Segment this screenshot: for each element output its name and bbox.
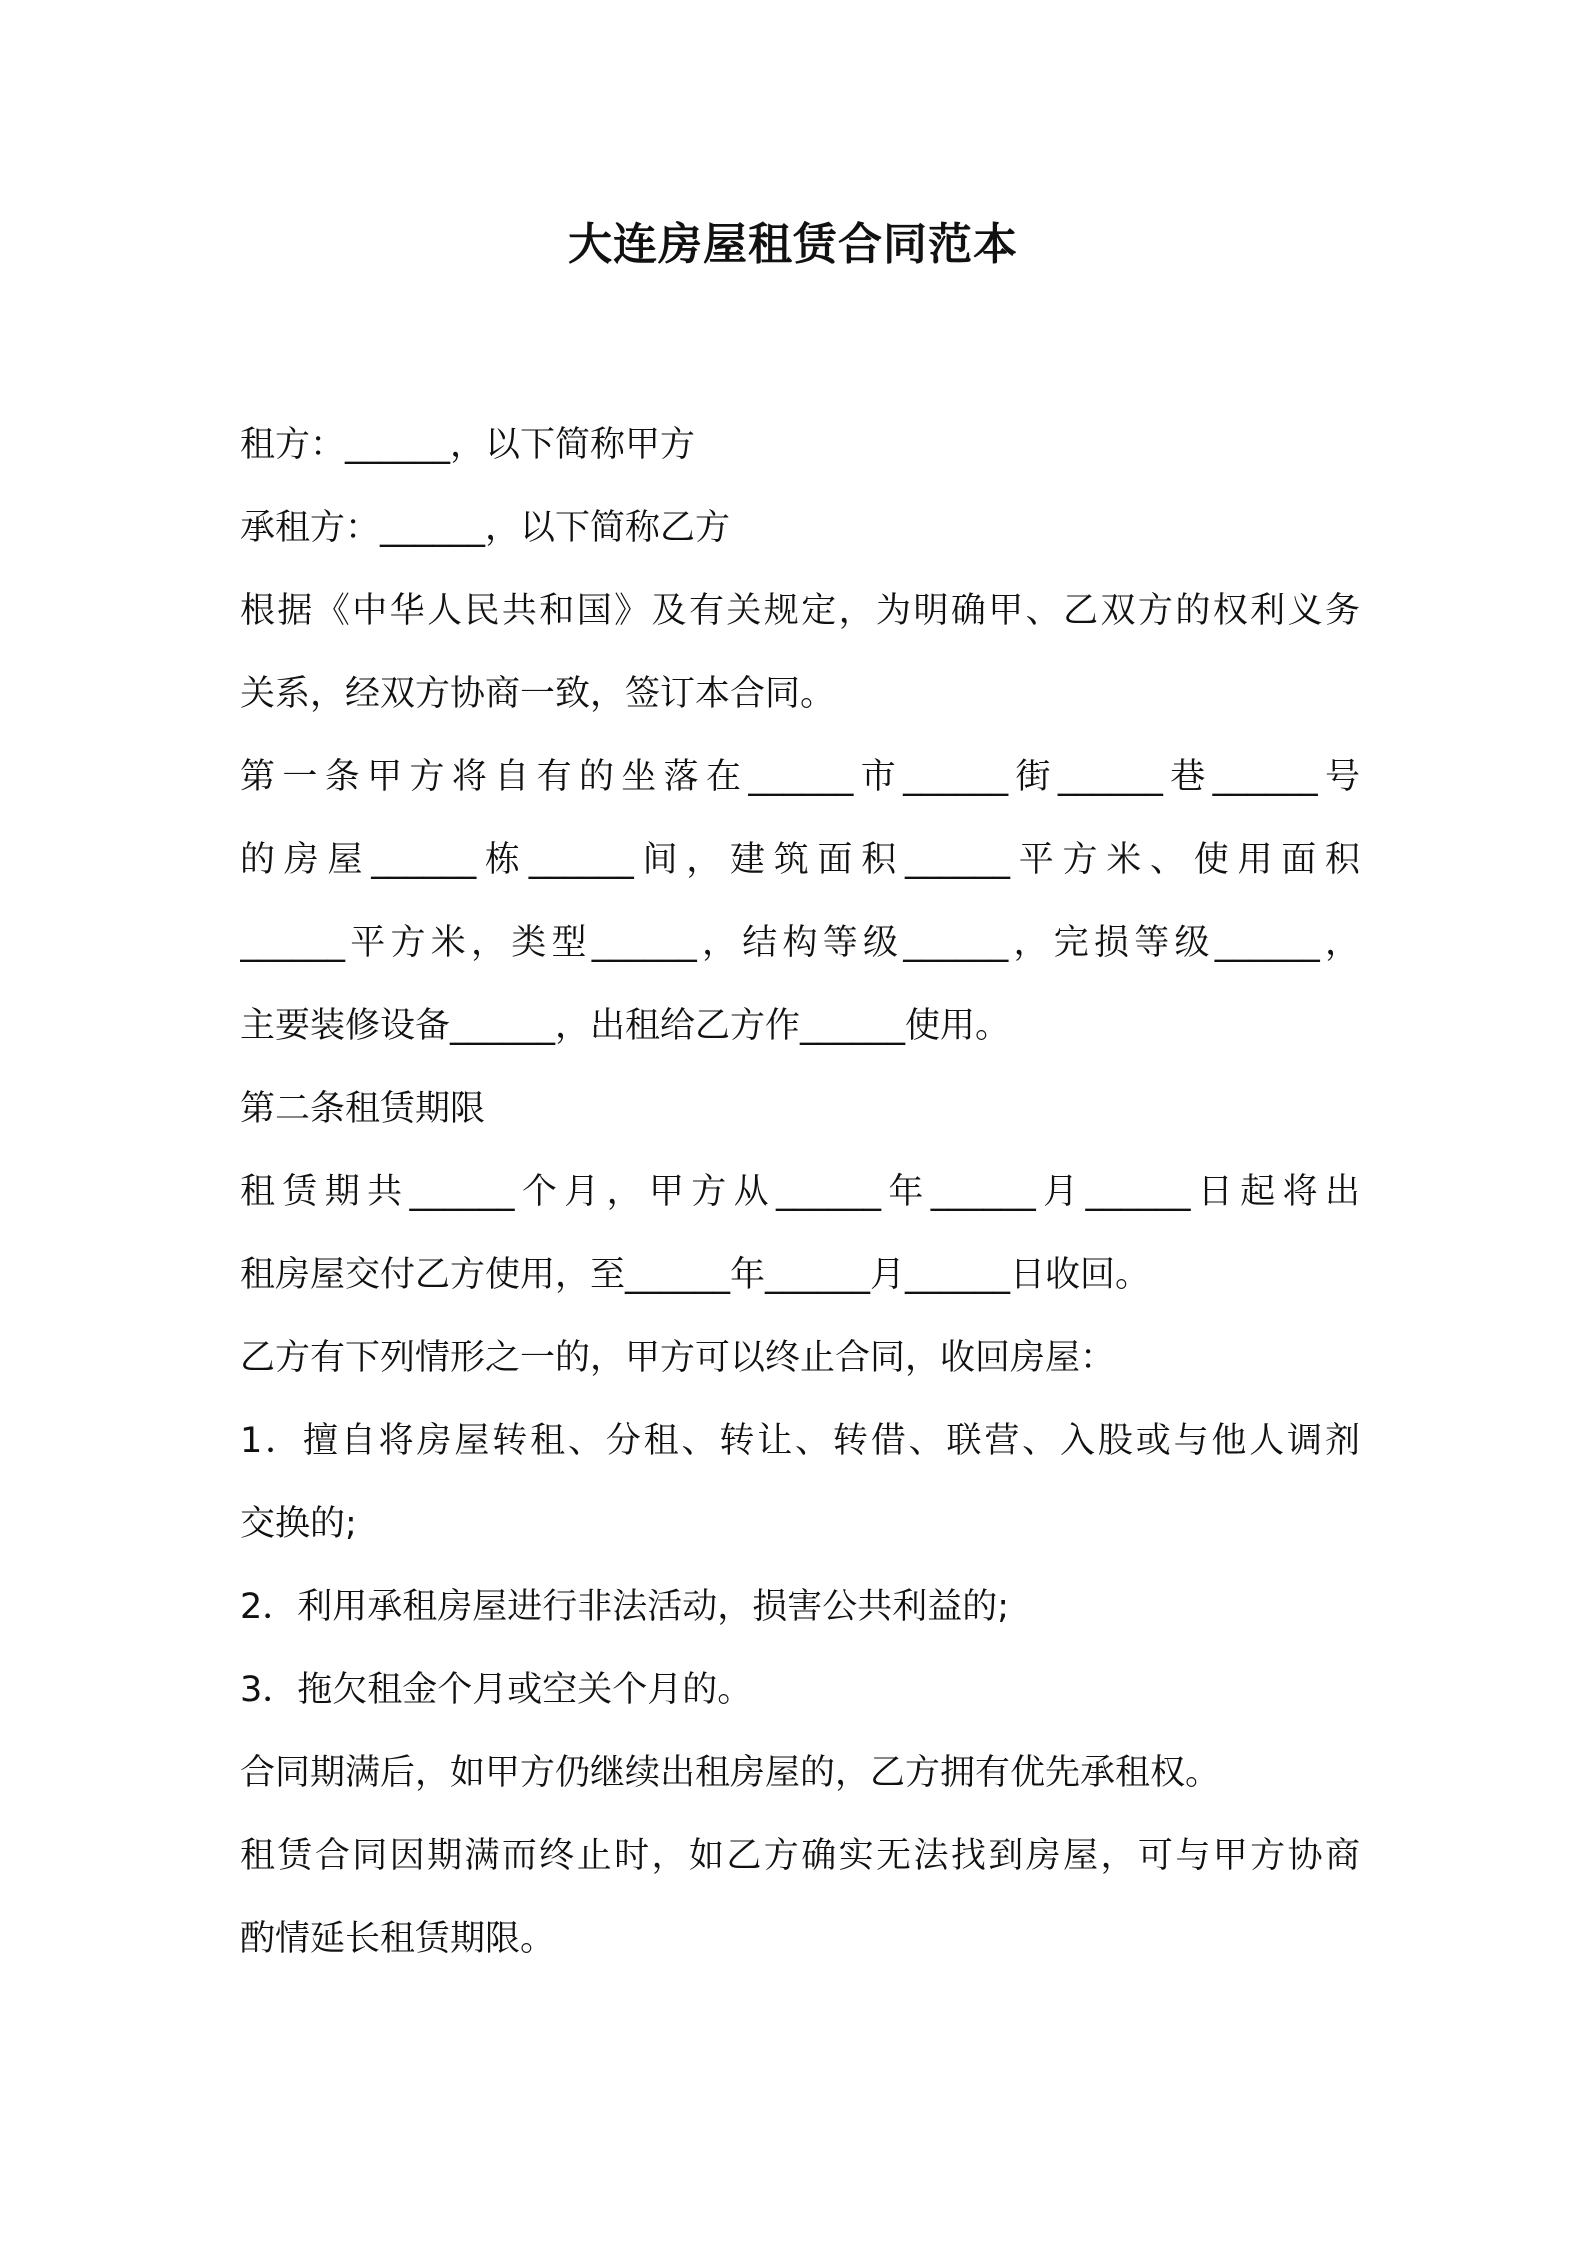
text-line-item1-2: 交换的; <box>240 1504 357 1544</box>
text-line-extension-1: 租赁合同因期满而终止时，如乙方确实无法找到房屋，可与甲方协商 <box>240 1836 1360 1876</box>
text-line-extension-2: 酌情延长租赁期限。 <box>240 1919 556 1959</box>
text-line-lessor: 租方：______，以下简称甲方 <box>240 425 696 465</box>
text-line-item1-1: 1．擅自将房屋转租、分租、转让、转借、联营、入股或与他人调剂 <box>240 1421 1360 1461</box>
text-line-preamble-2: 关系，经双方协商一致，签订本合同。 <box>240 674 836 714</box>
text-line-article2-heading: 第二条租赁期限 <box>240 1089 486 1129</box>
document-title: 大连房屋租赁合同范本 <box>568 219 1018 270</box>
text-line-item3: 3．拖欠租金个月或空关个月的。 <box>240 1670 753 1710</box>
text-line-article1-2: 的房屋______栋______间，建筑面积______平方米、使用面积 <box>240 840 1360 880</box>
text-line-preamble-1: 根据《中华人民共和国》及有关规定，为明确甲、乙双方的权利义务 <box>240 591 1360 631</box>
text-line-lessee: 承租方：______，以下简称乙方 <box>240 508 731 548</box>
text-line-article1-3: ______平方米，类型______，结构等级______，完损等级______， <box>240 923 1360 963</box>
text-line-article2-1: 租赁期共______个月，甲方从______年______月______日起将出 <box>240 1172 1360 1212</box>
document-body <box>240 404 1360 1981</box>
text-line-termination-intro: 乙方有下列情形之一的，甲方可以终止合同，收回房屋： <box>240 1338 1116 1378</box>
text-line-article1-4: 主要装修设备______，出租给乙方作______使用。 <box>240 1006 1011 1046</box>
text-line-renewal-priority: 合同期满后，如甲方仍继续出租房屋的，乙方拥有优先承租权。 <box>240 1753 1221 1793</box>
text-line-article1-1: 第一条甲方将自有的坐落在______市______街______巷______号 <box>240 757 1360 797</box>
text-line-item2: 2．利用承租房屋进行非法活动，损害公共利益的; <box>240 1587 1010 1627</box>
text-line-article2-2: 租房屋交付乙方使用，至______年______月______日收回。 <box>240 1255 1151 1295</box>
